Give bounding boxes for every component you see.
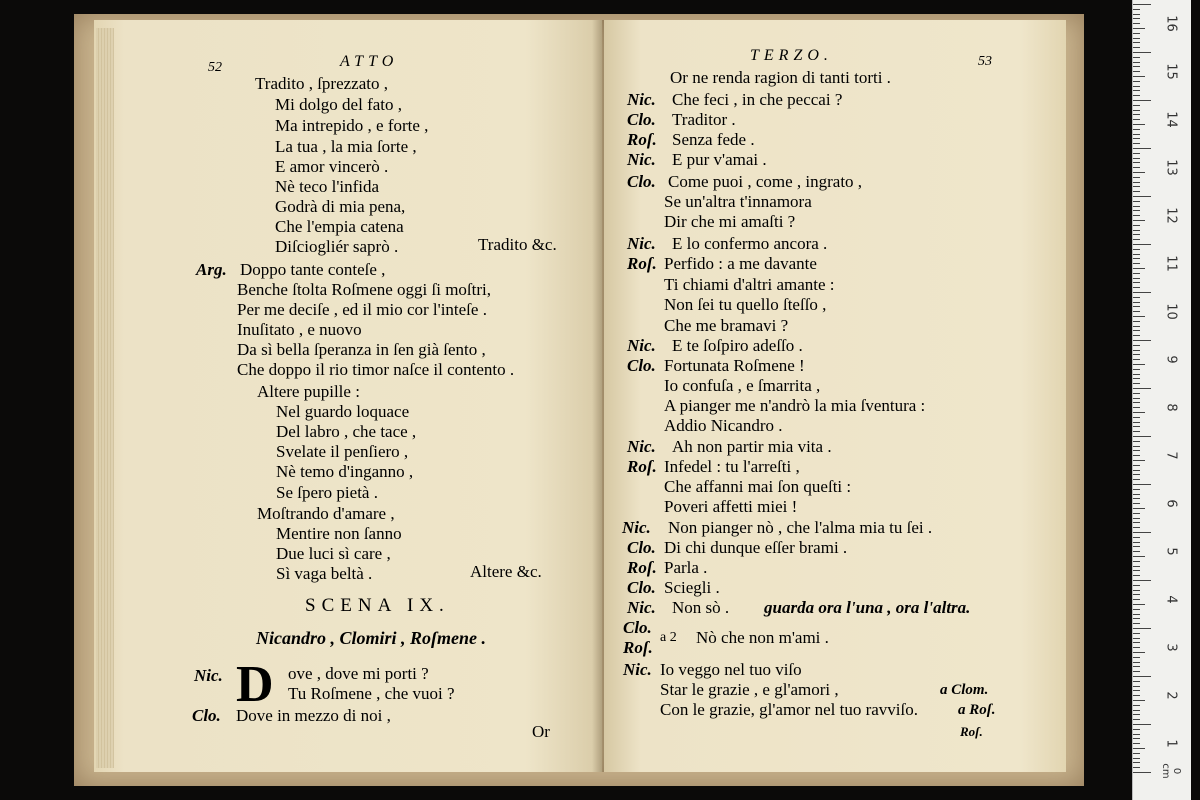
ruler-tick	[1133, 503, 1140, 504]
ruler-tick	[1133, 57, 1140, 58]
ruler-tick	[1133, 129, 1140, 130]
ruler-tick	[1133, 570, 1140, 571]
ruler-tick	[1133, 38, 1140, 39]
ruler-tick	[1133, 76, 1145, 77]
verse-line: Non ſei tu quello ſteſſo ,	[664, 295, 827, 314]
ruler-tick	[1133, 234, 1140, 235]
ruler-tick	[1133, 729, 1140, 730]
ruler-tick	[1133, 335, 1140, 336]
ruler-tick	[1133, 638, 1140, 639]
ruler-tick	[1133, 647, 1140, 648]
verse-line: Poveri affetti miei !	[664, 497, 798, 516]
ruler-tick	[1133, 383, 1140, 384]
verse-line: Due luci sì care ,	[276, 544, 391, 563]
ruler-tick	[1133, 734, 1140, 735]
ruler-tick	[1133, 498, 1140, 499]
ruler-tick	[1133, 33, 1140, 34]
ruler-tick	[1133, 580, 1151, 581]
ruler-tick	[1133, 686, 1140, 687]
ruler-tick	[1133, 374, 1140, 375]
ruler-number: 13	[1163, 159, 1179, 176]
verse-line: Dir che mi amaſti ?	[664, 212, 796, 231]
ruler-tick	[1133, 542, 1140, 543]
ruler-tick	[1133, 282, 1140, 283]
characters-list: Nicandro , Clomiri , Roſmene .	[256, 628, 487, 648]
speaker-label: Roſ.	[627, 254, 657, 273]
verse-line: Traditor .	[672, 110, 736, 129]
ruler-tick	[1133, 758, 1140, 759]
ruler-tick	[1133, 671, 1140, 672]
ruler-number: 15	[1163, 63, 1179, 80]
ruler-tick	[1133, 244, 1151, 245]
ruler-tick	[1133, 378, 1140, 379]
ruler-tick	[1133, 642, 1140, 643]
ruler-tick	[1133, 561, 1140, 562]
speaker-label: Nic.	[627, 150, 656, 169]
speaker-label: Roſ.	[627, 457, 657, 476]
ruler-tick	[1133, 119, 1140, 120]
verse-line: Benche ſtolta Roſmene oggi ſi moſtri,	[237, 280, 492, 299]
verse-line: Che feci , in che peccai ?	[672, 90, 843, 109]
ruler-tick	[1133, 705, 1140, 706]
verse-line: Da sì bella ſperanza in ſen già ſento ,	[237, 340, 486, 359]
verse-line: Tradito , ſprezzato ,	[255, 74, 388, 93]
ruler-tick	[1133, 393, 1140, 394]
ruler-tick	[1133, 311, 1140, 312]
verse-line: La tua , la mia ſorte ,	[275, 137, 417, 156]
stage-direction: a Roſ.	[958, 702, 996, 718]
speaker-label: Nic.	[627, 234, 656, 253]
speaker-label: Clo.	[627, 538, 656, 557]
speaker-label: Nic.	[194, 666, 223, 685]
ruler-tick	[1133, 537, 1140, 538]
ruler-number: 2	[1163, 691, 1179, 700]
ruler-tick	[1133, 105, 1140, 106]
speaker-label: Roſ.	[627, 130, 657, 149]
verse-line: Sciegli .	[664, 578, 720, 597]
ruler-tick	[1133, 210, 1140, 211]
speaker-label: Clo.	[623, 618, 652, 637]
ruler-tick	[1133, 162, 1140, 163]
running-head-left: ATTO	[340, 53, 399, 70]
speaker-label: Arg.	[196, 260, 227, 279]
ruler-tick	[1133, 138, 1140, 139]
verse-line: Che l'empia catena	[275, 217, 404, 236]
ruler-tick	[1133, 431, 1140, 432]
ruler-tick	[1133, 196, 1151, 197]
ruler-tick	[1133, 700, 1145, 701]
ruler-tick	[1133, 450, 1140, 451]
verse-line: Mentire non ſanno	[276, 524, 402, 543]
ruler-tick	[1133, 652, 1145, 653]
page-number-left: 52	[208, 60, 222, 75]
verse-line: E lo confermo ancora .	[672, 234, 828, 253]
ruler-tick	[1133, 167, 1140, 168]
ruler-tick	[1133, 455, 1140, 456]
ruler-tick	[1133, 201, 1140, 202]
ruler-tick	[1133, 4, 1151, 5]
ruler-tick	[1133, 220, 1145, 221]
ruler-tick	[1133, 604, 1145, 605]
ruler-tick	[1133, 340, 1151, 341]
verse-line: Nò che non m'ami .	[696, 628, 829, 647]
verse-line: Non sò .	[672, 598, 730, 617]
ruler-tick	[1133, 302, 1140, 303]
verse-line: Se ſpero pietà .	[276, 483, 378, 502]
ruler-tick	[1133, 249, 1140, 250]
verse-line: Mi dolgo del fato ,	[275, 95, 403, 114]
ruler-tick	[1133, 599, 1140, 600]
ruler-number: 16	[1163, 15, 1179, 32]
ruler-tick	[1133, 441, 1140, 442]
ruler-tick	[1133, 618, 1140, 619]
ruler-tick	[1133, 738, 1140, 739]
speaker-label: Nic.	[627, 336, 656, 355]
ruler-tick	[1133, 628, 1151, 629]
ruler-number: 3	[1163, 643, 1179, 652]
ruler-tick	[1133, 575, 1140, 576]
verse-line: Altere pupille :	[257, 382, 360, 401]
ruler-tick	[1133, 609, 1140, 610]
verse-line: Come puoi , come , ingrato ,	[668, 172, 863, 191]
ruler-tick	[1133, 28, 1145, 29]
ruler-tick	[1133, 23, 1140, 24]
verse-line: Svelate il penſiero ,	[276, 442, 409, 461]
ruler-tick	[1133, 681, 1140, 682]
ruler-tick	[1133, 657, 1140, 658]
ruler-tick	[1133, 215, 1140, 216]
verse-line: Ma intrepido , e forte ,	[275, 116, 429, 135]
ruler-tick	[1133, 714, 1140, 715]
ruler-tick	[1133, 743, 1140, 744]
speaker-label: Nic.	[627, 90, 656, 109]
ruler-tick	[1133, 182, 1140, 183]
ruler-tick	[1133, 710, 1140, 711]
ruler-tick	[1133, 460, 1145, 461]
speaker-label: Nic.	[627, 437, 656, 456]
verse-line: Io veggo nel tuo viſo	[660, 660, 802, 679]
ruler-tick	[1133, 676, 1151, 677]
speaker-label: Nic.	[622, 518, 651, 537]
ruler-tick	[1133, 9, 1140, 10]
ruler-tick	[1133, 594, 1140, 595]
ruler-tick	[1133, 177, 1140, 178]
verse-line: E amor vincerò .	[275, 157, 389, 176]
ruler-tick	[1133, 239, 1140, 240]
ruler-tick	[1133, 633, 1140, 634]
ruler-tick	[1133, 62, 1140, 63]
catchword: Or	[532, 722, 550, 741]
ruler-tick	[1133, 326, 1140, 327]
verse-line: Non pianger nò , che l'alma mia tu ſei .	[668, 518, 933, 537]
speaker-label: Nic.	[627, 598, 656, 617]
ruler-tick	[1133, 254, 1140, 255]
ruler-tick	[1133, 52, 1151, 53]
ruler-tick	[1133, 292, 1151, 293]
ruler-tick	[1133, 287, 1140, 288]
verse-line: A pianger me n'andrò la mia ſventura :	[664, 396, 926, 415]
ruler-tick	[1133, 330, 1140, 331]
verse-line: E te ſoſpiro adeſſo .	[672, 336, 803, 355]
ruler-tick	[1133, 556, 1145, 557]
verse-line: Star le grazie , e gl'amori ,	[660, 680, 839, 699]
ruler-tick	[1133, 513, 1140, 514]
ruler-tick	[1133, 465, 1140, 466]
page-edges	[96, 28, 114, 768]
verse-line: Parla .	[664, 558, 708, 577]
verse-line: Per me deciſe , ed il mio cor l'inteſe .	[237, 300, 487, 319]
ruler-tick	[1133, 47, 1140, 48]
ruler-tick	[1133, 306, 1140, 307]
ruler-tick	[1133, 522, 1140, 523]
drop-cap: D	[236, 656, 274, 713]
ruler-tick	[1133, 134, 1140, 135]
verse-line: Io confuſa , e ſmarrita ,	[664, 376, 821, 395]
ruler-tick	[1133, 753, 1140, 754]
verse-line: Moſtrando d'amare ,	[257, 504, 395, 523]
ruler-tick	[1133, 148, 1151, 149]
ruler-tick	[1133, 14, 1140, 15]
ruler-tick	[1133, 566, 1140, 567]
speaker-label: Clo.	[627, 578, 656, 597]
ruler-tick	[1133, 532, 1151, 533]
ruler-tick	[1133, 158, 1140, 159]
verse-line: Perfido : a me davante	[664, 254, 817, 273]
verse-line: Se un'altra t'innamora	[664, 192, 812, 211]
verse-line: Nel guardo loquace	[276, 402, 410, 421]
verse-line: Dove in mezzo di noi ,	[236, 706, 391, 725]
ruler-number: 1	[1163, 739, 1179, 748]
speaker-label: Clo.	[627, 110, 656, 129]
ruler-tick	[1133, 110, 1140, 111]
ruler-tick	[1133, 412, 1145, 413]
ruler-tick	[1133, 124, 1145, 125]
measurement-ruler	[1132, 0, 1191, 800]
ruler-tick	[1133, 724, 1151, 725]
refrain-cue: Tradito &c.	[478, 235, 557, 254]
ruler-tick	[1133, 364, 1145, 365]
ruler-number: 7	[1163, 451, 1179, 460]
ruler-tick	[1133, 71, 1140, 72]
ruler-tick	[1133, 350, 1140, 351]
ruler-tick	[1133, 143, 1140, 144]
ruler-tick	[1133, 186, 1140, 187]
ruler-number: 4	[1163, 595, 1179, 604]
ruler-tick	[1133, 585, 1140, 586]
ruler-tick	[1133, 470, 1140, 471]
speaker-label: Clo.	[627, 172, 656, 191]
ruler-tick	[1133, 666, 1140, 667]
ruler-tick	[1133, 359, 1140, 360]
verse-line: Di chi dunque eſſer brami .	[664, 538, 848, 557]
ruler-unit-label: 0 cm	[1160, 763, 1182, 779]
ruler-tick	[1133, 273, 1140, 274]
verse-line: Godrà di mia pena,	[275, 197, 406, 216]
ruler-tick	[1133, 662, 1140, 663]
stage-direction: guarda ora l'una , ora l'altra.	[764, 598, 971, 617]
stage-direction: a Clom.	[940, 682, 989, 698]
ruler-tick	[1133, 436, 1151, 437]
verse-line: Or ne renda ragion di tanti torti .	[670, 68, 891, 87]
ruler-tick	[1133, 767, 1140, 768]
ruler-tick	[1133, 95, 1140, 96]
verse-line: Del labro , che tace ,	[276, 422, 417, 441]
ruler-tick	[1133, 546, 1140, 547]
ruler-tick	[1133, 263, 1140, 264]
ruler-tick	[1133, 695, 1140, 696]
ruler-tick	[1133, 86, 1140, 87]
ruler-tick	[1133, 268, 1145, 269]
ruler-number: 11	[1163, 255, 1179, 272]
verse-line: Che me bramavi ?	[664, 316, 789, 335]
verse-line: Ah non partir mia vita .	[672, 437, 832, 456]
ruler-tick	[1133, 474, 1140, 475]
running-head-right: TERZO.	[750, 47, 833, 64]
verse-line: Doppo tante conteſe ,	[240, 260, 386, 279]
ruler-tick	[1133, 66, 1140, 67]
ruler-tick	[1133, 772, 1151, 773]
ruler-tick	[1133, 278, 1140, 279]
ruler-tick	[1133, 590, 1140, 591]
ruler-tick	[1133, 484, 1151, 485]
ruler-tick	[1133, 551, 1140, 552]
ruler-tick	[1133, 206, 1140, 207]
verse-line: Ti chiami d'altri amante :	[664, 275, 835, 294]
ruler-tick	[1133, 479, 1140, 480]
ruler-tick	[1133, 417, 1140, 418]
page-number-right: 53	[978, 54, 992, 69]
ruler-tick	[1133, 258, 1140, 259]
ruler-tick	[1133, 719, 1140, 720]
ruler-tick	[1133, 623, 1140, 624]
verse-line: E pur v'amai .	[672, 150, 767, 169]
ruler-tick	[1133, 354, 1140, 355]
ruler-tick	[1133, 494, 1140, 495]
ruler-tick	[1133, 225, 1140, 226]
verse-line: Sì vaga beltà .	[276, 564, 373, 583]
ruler-number: 14	[1163, 111, 1179, 128]
ruler-tick	[1133, 42, 1140, 43]
speaker-label: Nic.	[623, 660, 652, 679]
ruler-tick	[1133, 297, 1140, 298]
ruler-tick	[1133, 748, 1145, 749]
ruler-number: 10	[1163, 303, 1179, 320]
verse-line: Che affanni mai ſon queſti :	[664, 477, 852, 496]
ruler-tick	[1133, 153, 1140, 154]
ruler-tick	[1133, 426, 1140, 427]
ruler-tick	[1133, 90, 1140, 91]
ruler-number: 6	[1163, 499, 1179, 508]
verse-line: Diſciogliér saprò .	[275, 237, 399, 256]
speaker-label: Roſ.	[627, 558, 657, 577]
speaker-label: Clo.	[192, 706, 221, 725]
ruler-tick	[1133, 398, 1140, 399]
ruler-tick	[1133, 191, 1140, 192]
ruler-tick	[1133, 388, 1151, 389]
refrain-cue: Altere &c.	[470, 562, 542, 581]
ruler-tick	[1133, 345, 1140, 346]
ruler-tick	[1133, 614, 1140, 615]
verse-line: Infedel : tu l'arreſti ,	[664, 457, 800, 476]
verse-line: Fortunata Roſmene !	[664, 356, 805, 375]
ruler-tick	[1133, 230, 1140, 231]
ruler-tick	[1133, 100, 1151, 101]
ruler-tick	[1133, 114, 1140, 115]
verse-line: Tu Roſmene , che vuoi ?	[288, 684, 455, 703]
verse-line: Inuſitato , e nuovo	[237, 320, 362, 339]
verse-line: Addio Nicandro .	[664, 416, 783, 435]
ruler-tick	[1133, 316, 1145, 317]
a-due-marker: a 2	[660, 630, 677, 645]
ruler-tick	[1133, 489, 1140, 490]
verse-line: Con le grazie, gl'amor nel tuo ravviſo.	[660, 700, 918, 719]
ruler-tick	[1133, 508, 1145, 509]
ruler-tick	[1133, 690, 1140, 691]
ruler-tick	[1133, 321, 1140, 322]
ruler-number: 12	[1163, 207, 1179, 224]
verse-line: ove , dove mi porti ?	[288, 664, 429, 683]
ruler-tick	[1133, 172, 1145, 173]
verse-line: Senza fede .	[672, 130, 755, 149]
speaker-label: Roſ.	[623, 638, 653, 657]
ruler-tick	[1133, 369, 1140, 370]
ruler-tick	[1133, 527, 1140, 528]
ruler-number: 8	[1163, 403, 1179, 412]
scene-heading: SCENA IX.	[305, 595, 450, 616]
ruler-tick	[1133, 81, 1140, 82]
ruler-tick	[1133, 762, 1140, 763]
verse-line: Che doppo il rio timor naſce il contento .	[237, 360, 515, 379]
verse-line: Nè temo d'inganno ,	[276, 462, 414, 481]
ruler-tick	[1133, 18, 1140, 19]
ruler-number: 9	[1163, 355, 1179, 364]
ruler-number: 5	[1163, 547, 1179, 556]
ruler-tick	[1133, 518, 1140, 519]
catchword: Roſ.	[960, 724, 983, 739]
speaker-label: Clo.	[627, 356, 656, 375]
ruler-tick	[1133, 402, 1140, 403]
ruler-tick	[1133, 446, 1140, 447]
verse-line: Nè teco l'infida	[275, 177, 380, 196]
ruler-tick	[1133, 407, 1140, 408]
ruler-tick	[1133, 422, 1140, 423]
